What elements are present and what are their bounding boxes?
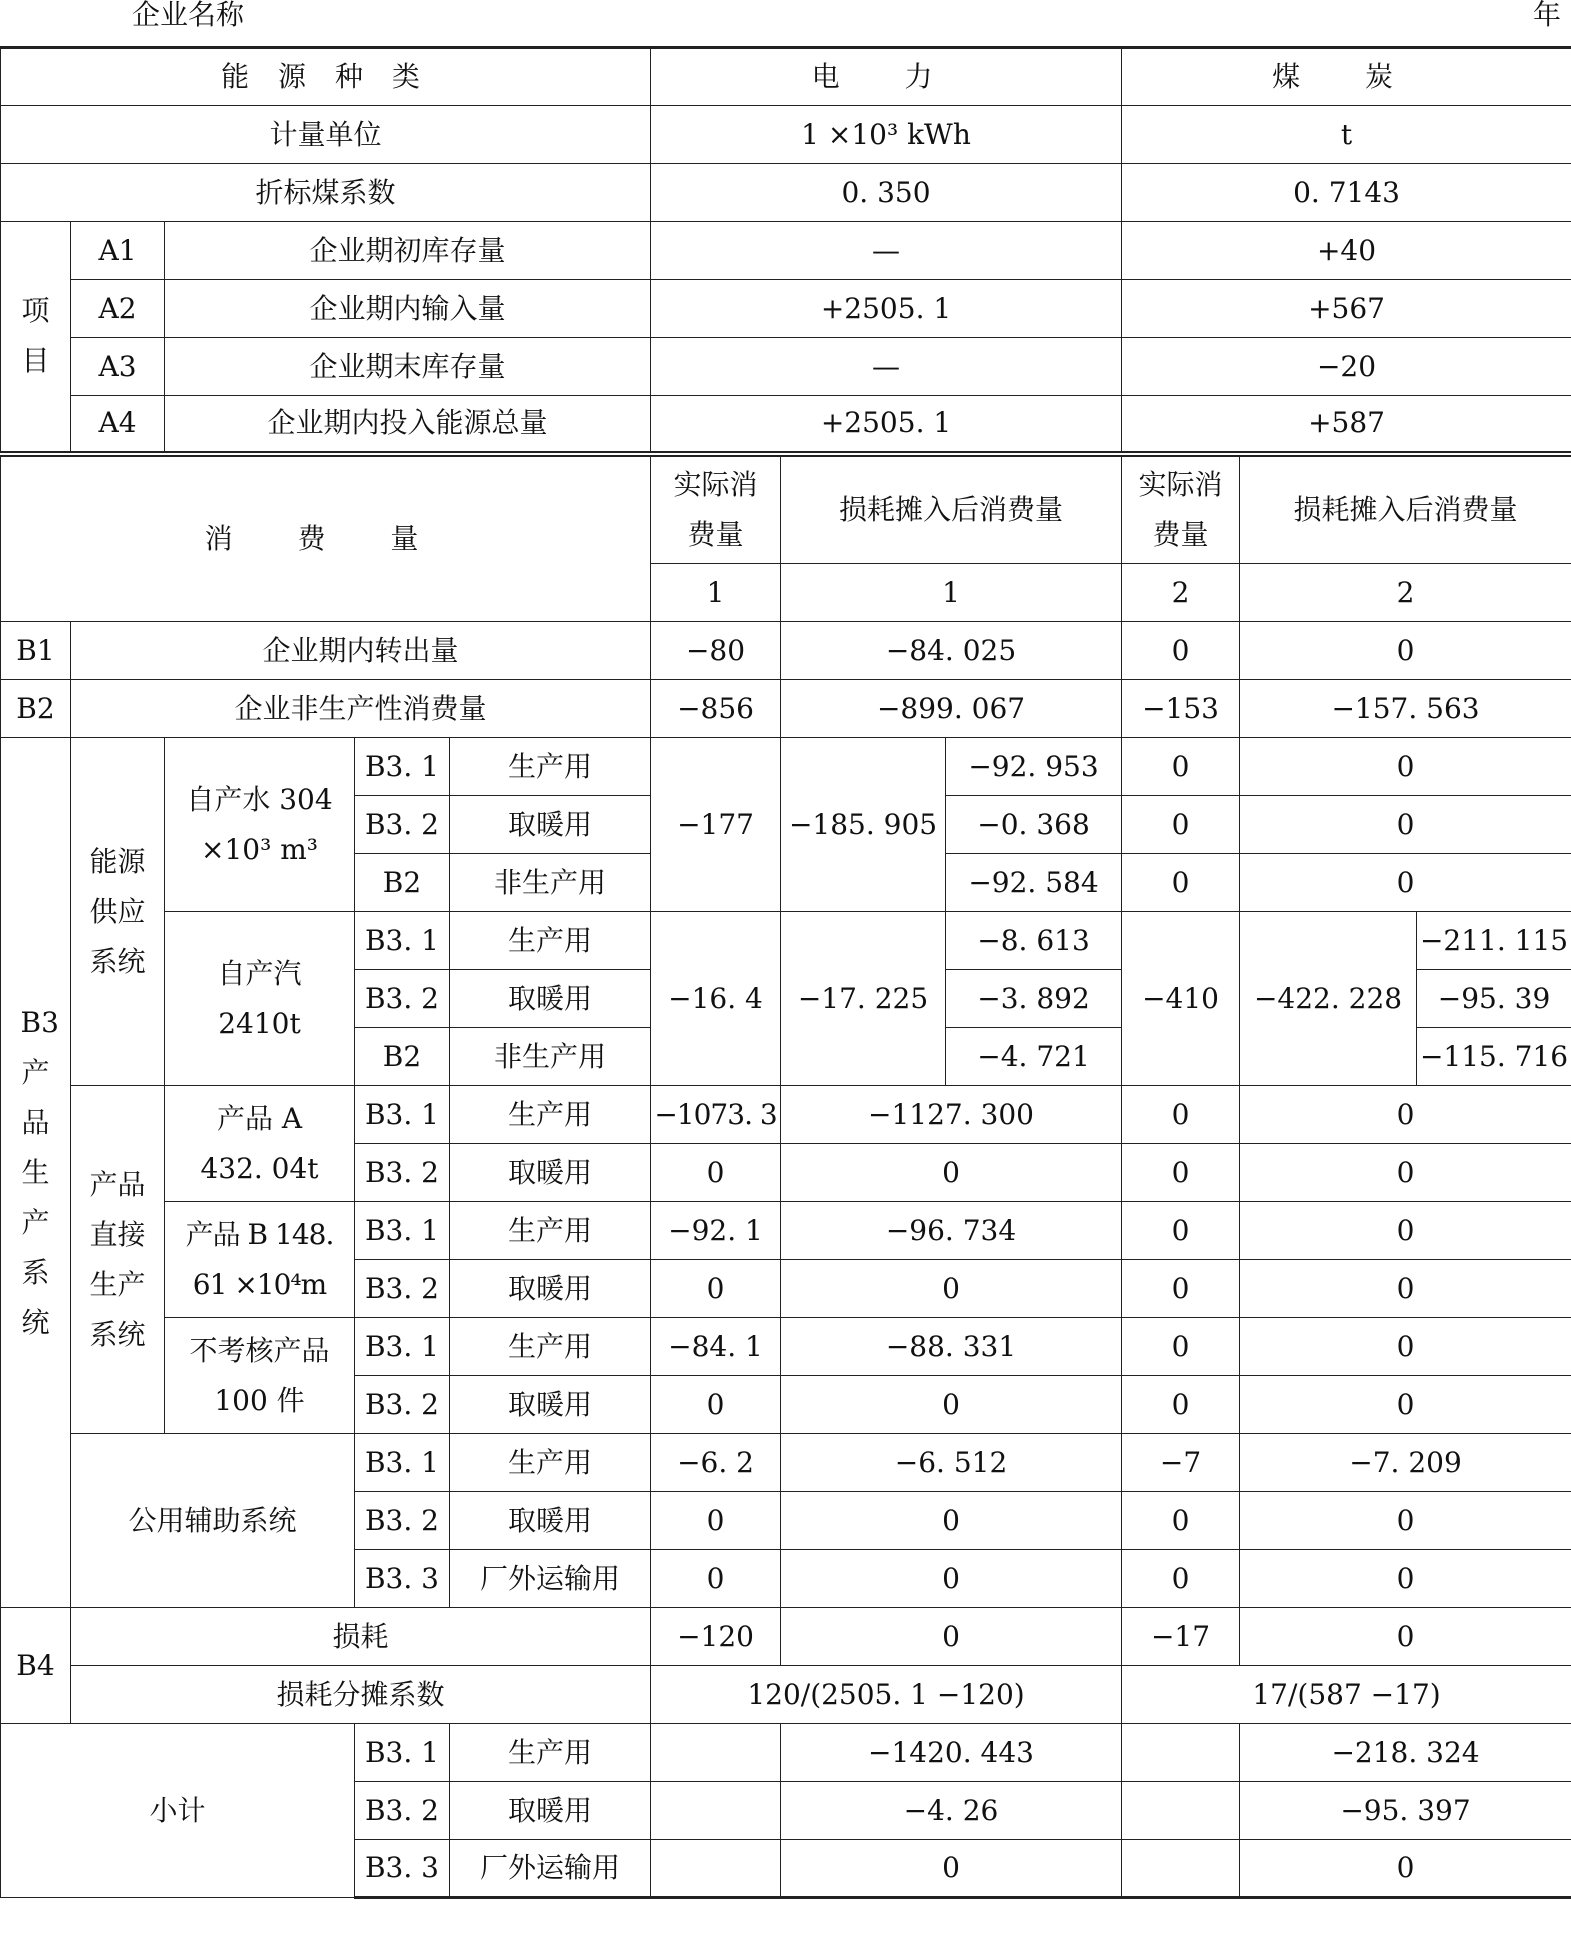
company-name-label: 企业名称 bbox=[132, 0, 245, 31]
subtotal-e-empty bbox=[651, 1782, 781, 1840]
coal-actual-num: 2 bbox=[1122, 564, 1240, 622]
direct-label bbox=[71, 1086, 165, 1434]
supply-label bbox=[71, 738, 165, 1086]
steam-use: 生产用 bbox=[450, 912, 651, 970]
product-c-act: 0 bbox=[1122, 1318, 1240, 1376]
b4-e-loss-alloc: 0 bbox=[781, 1608, 1122, 1666]
product-c-alloc: 0 bbox=[1240, 1376, 1571, 1434]
b4-c-coef: 17/(587 −17) bbox=[1122, 1666, 1571, 1724]
coal-actual-text: 实际消费量 bbox=[1138, 467, 1223, 551]
project-coal: +587 bbox=[1122, 396, 1571, 454]
project-elec: +2505. 1 bbox=[651, 280, 1122, 338]
steam-use: 非生产用 bbox=[450, 1028, 651, 1086]
aux-e-act: 0 bbox=[651, 1550, 781, 1608]
steam-name-text: 自产汽 2410t bbox=[217, 956, 302, 1040]
product-c-act: 0 bbox=[1122, 1260, 1240, 1318]
aux-e-alloc: −6. 512 bbox=[781, 1434, 1122, 1492]
subtotal-c-empty bbox=[1122, 1840, 1240, 1898]
project-code: A4 bbox=[71, 396, 165, 454]
steam-e-sub: −8. 613 bbox=[946, 912, 1122, 970]
product-e-act: −84. 1 bbox=[651, 1318, 781, 1376]
product-c-name-text: 不考核产品 100 件 bbox=[189, 1333, 330, 1417]
subtotal-c-empty bbox=[1122, 1724, 1240, 1782]
aux-code: B3. 2 bbox=[355, 1492, 450, 1550]
product-code: B3. 1 bbox=[355, 1086, 450, 1144]
water-name bbox=[165, 738, 355, 912]
subtotal-e: 0 bbox=[781, 1840, 1122, 1898]
unit-label: 计量单位 bbox=[1, 106, 651, 164]
coal-allocated-header: 损耗摊入后消费量 bbox=[1240, 454, 1571, 564]
b4-loss-row bbox=[1, 1608, 1571, 1666]
steam-e-sub: −3. 892 bbox=[946, 970, 1122, 1028]
elec-alloc-num: 1 bbox=[781, 564, 1122, 622]
steam-code: B3. 1 bbox=[355, 912, 450, 970]
product-b-name-text: 产品 B 148. 61 ×10⁴m bbox=[185, 1217, 334, 1301]
b2-e-act: −856 bbox=[651, 680, 781, 738]
subtotal-e: −1420. 443 bbox=[781, 1724, 1122, 1782]
subtotal-c: −218. 324 bbox=[1240, 1724, 1571, 1782]
b4-e-loss: −120 bbox=[651, 1608, 781, 1666]
b4-coef-row bbox=[1, 1666, 1571, 1724]
subtotal-c-empty bbox=[1122, 1782, 1240, 1840]
water-e-sub: −92. 584 bbox=[946, 854, 1122, 912]
product-c-alloc: 0 bbox=[1240, 1318, 1571, 1376]
electricity-label: 电 力 bbox=[651, 48, 1122, 106]
product-a-name bbox=[165, 1086, 355, 1202]
water-row bbox=[1, 738, 1571, 796]
aux-use: 厂外运输用 bbox=[450, 1550, 651, 1608]
elec-allocated-header: 损耗摊入后消费量 bbox=[781, 454, 1122, 564]
subtotal-c: 0 bbox=[1240, 1840, 1571, 1898]
product-e-act: 0 bbox=[651, 1260, 781, 1318]
elec-unit: 1 ×10³ kWh bbox=[651, 106, 1122, 164]
b1-c-alloc: 0 bbox=[1240, 622, 1571, 680]
subtotal-e: −4. 26 bbox=[781, 1782, 1122, 1840]
aux-e-alloc: 0 bbox=[781, 1492, 1122, 1550]
project-coal: +40 bbox=[1122, 222, 1571, 280]
water-c-alloc: 0 bbox=[1240, 738, 1571, 796]
b2-e-alloc: −899. 067 bbox=[781, 680, 1122, 738]
elec-actual-header bbox=[651, 454, 781, 564]
product-row bbox=[1, 1318, 1571, 1376]
coal-unit: t bbox=[1122, 106, 1571, 164]
supply-label-text: 能源供应系统 bbox=[89, 844, 146, 978]
steam-c-sub: −115. 716 bbox=[1417, 1028, 1571, 1086]
product-b-name bbox=[165, 1202, 355, 1318]
product-e-act: 0 bbox=[651, 1144, 781, 1202]
b2-c-act: −153 bbox=[1122, 680, 1240, 738]
subtotal-use: 生产用 bbox=[450, 1724, 651, 1782]
subtotal-code: B3. 3 bbox=[355, 1840, 450, 1898]
water-e-act: −177 bbox=[651, 738, 781, 912]
b4-e-coef: 120/(2505. 1 −120) bbox=[651, 1666, 1122, 1724]
subtotal-label: 小计 bbox=[1, 1724, 355, 1898]
steam-e-alloc: −17. 225 bbox=[781, 912, 946, 1086]
water-c-alloc: 0 bbox=[1240, 854, 1571, 912]
product-row bbox=[1, 1202, 1571, 1260]
product-a-name-text: 产品 A 432. 04t bbox=[200, 1101, 319, 1185]
subtotal-row bbox=[1, 1724, 1571, 1782]
aux-c-alloc: 0 bbox=[1240, 1492, 1571, 1550]
product-code: B3. 1 bbox=[355, 1202, 450, 1260]
product-code: B3. 2 bbox=[355, 1376, 450, 1434]
energy-type-row bbox=[1, 48, 1571, 106]
product-c-act: 0 bbox=[1122, 1086, 1240, 1144]
project-row bbox=[1, 338, 1571, 396]
factor-row bbox=[1, 164, 1571, 222]
b1-e-act: −80 bbox=[651, 622, 781, 680]
b3-label bbox=[1, 738, 71, 1608]
direct-label-text: 产品直接生产系统 bbox=[89, 1167, 146, 1351]
aux-c-act: 0 bbox=[1122, 1550, 1240, 1608]
product-use: 生产用 bbox=[450, 1086, 651, 1144]
subtotal-c: −95. 397 bbox=[1240, 1782, 1571, 1840]
coal-actual-header bbox=[1122, 454, 1240, 564]
product-c-alloc: 0 bbox=[1240, 1260, 1571, 1318]
project-name: 企业期末库存量 bbox=[165, 338, 651, 396]
project-elec: — bbox=[651, 222, 1122, 280]
steam-c-sub: −95. 39 bbox=[1417, 970, 1571, 1028]
steam-code: B3. 2 bbox=[355, 970, 450, 1028]
product-e-alloc: 0 bbox=[781, 1260, 1122, 1318]
product-e-alloc: 0 bbox=[781, 1144, 1122, 1202]
product-use: 取暖用 bbox=[450, 1144, 651, 1202]
product-use: 生产用 bbox=[450, 1318, 651, 1376]
project-name: 企业期初库存量 bbox=[165, 222, 651, 280]
steam-use: 取暖用 bbox=[450, 970, 651, 1028]
water-c-act: 0 bbox=[1122, 854, 1240, 912]
product-use: 取暖用 bbox=[450, 1260, 651, 1318]
water-e-alloc: −185. 905 bbox=[781, 738, 946, 912]
aux-e-alloc: 0 bbox=[781, 1550, 1122, 1608]
energy-type-label: 能 源 种 类 bbox=[1, 48, 651, 106]
aux-e-act: −6. 2 bbox=[651, 1434, 781, 1492]
b2-row bbox=[1, 680, 1571, 738]
steam-e-sub: −4. 721 bbox=[946, 1028, 1122, 1086]
project-code: A2 bbox=[71, 280, 165, 338]
project-code: A1 bbox=[71, 222, 165, 280]
steam-e-act: −16. 4 bbox=[651, 912, 781, 1086]
product-use: 生产用 bbox=[450, 1202, 651, 1260]
project-coal: +567 bbox=[1122, 280, 1571, 338]
coal-label: 煤 炭 bbox=[1122, 48, 1571, 106]
product-c-alloc: 0 bbox=[1240, 1144, 1571, 1202]
project-label bbox=[1, 222, 71, 454]
aux-row bbox=[1, 1434, 1571, 1492]
product-e-act: 0 bbox=[651, 1376, 781, 1434]
product-c-alloc: 0 bbox=[1240, 1086, 1571, 1144]
aux-c-act: −7 bbox=[1122, 1434, 1240, 1492]
elec-actual-num: 1 bbox=[651, 564, 781, 622]
b2-c-alloc: −157. 563 bbox=[1240, 680, 1571, 738]
page-header bbox=[0, 0, 1571, 46]
steam-c-alloc: −422. 228 bbox=[1240, 912, 1417, 1086]
water-e-sub: −92. 953 bbox=[946, 738, 1122, 796]
coal-factor: 0. 7143 bbox=[1122, 164, 1571, 222]
b4-c-loss-alloc: 0 bbox=[1240, 1608, 1571, 1666]
subtotal-code: B3. 2 bbox=[355, 1782, 450, 1840]
coal-alloc-num: 2 bbox=[1240, 564, 1571, 622]
project-name: 企业期内投入能源总量 bbox=[165, 396, 651, 454]
subtotal-e-empty bbox=[651, 1724, 781, 1782]
b1-code: B1 bbox=[1, 622, 71, 680]
product-e-alloc: 0 bbox=[781, 1376, 1122, 1434]
product-e-alloc: −1127. 300 bbox=[781, 1086, 1122, 1144]
product-code: B3. 2 bbox=[355, 1260, 450, 1318]
b2-name: 企业非生产性消费量 bbox=[71, 680, 651, 738]
steam-code: B2 bbox=[355, 1028, 450, 1086]
steam-c-sub: −211. 115 bbox=[1417, 912, 1571, 970]
aux-c-act: 0 bbox=[1122, 1492, 1240, 1550]
energy-balance-table bbox=[0, 46, 1571, 1899]
product-c-act: 0 bbox=[1122, 1202, 1240, 1260]
steam-row bbox=[1, 912, 1571, 970]
b3-label-text: B3产品生产系统 bbox=[20, 1005, 59, 1339]
aux-c-alloc: −7. 209 bbox=[1240, 1434, 1571, 1492]
aux-c-alloc: 0 bbox=[1240, 1550, 1571, 1608]
product-e-act: −92. 1 bbox=[651, 1202, 781, 1260]
aux-use: 取暖用 bbox=[450, 1492, 651, 1550]
b4-loss-label: 损耗 bbox=[71, 1608, 651, 1666]
product-c-alloc: 0 bbox=[1240, 1202, 1571, 1260]
product-e-act: −1073. 3 bbox=[651, 1086, 781, 1144]
project-label-text: 项目 bbox=[21, 294, 50, 378]
elec-factor: 0. 350 bbox=[651, 164, 1122, 222]
b2-code: B2 bbox=[1, 680, 71, 738]
project-row bbox=[1, 222, 1571, 280]
b4-code: B4 bbox=[1, 1608, 71, 1724]
water-c-act: 0 bbox=[1122, 738, 1240, 796]
b4-coef-label: 损耗分摊系数 bbox=[71, 1666, 651, 1724]
product-row bbox=[1, 1086, 1571, 1144]
consumption-header-row bbox=[1, 454, 1571, 564]
project-row bbox=[1, 280, 1571, 338]
b1-e-alloc: −84. 025 bbox=[781, 622, 1122, 680]
water-code: B3. 1 bbox=[355, 738, 450, 796]
product-code: B3. 2 bbox=[355, 1144, 450, 1202]
project-name: 企业期内输入量 bbox=[165, 280, 651, 338]
project-code: A3 bbox=[71, 338, 165, 396]
year-label: 年 bbox=[1532, 0, 1561, 31]
product-e-alloc: −96. 734 bbox=[781, 1202, 1122, 1260]
elec-actual-text: 实际消费量 bbox=[673, 467, 758, 551]
b1-c-act: 0 bbox=[1122, 622, 1240, 680]
product-use: 取暖用 bbox=[450, 1376, 651, 1434]
unit-row bbox=[1, 106, 1571, 164]
b1-row bbox=[1, 622, 1571, 680]
project-elec: — bbox=[651, 338, 1122, 396]
water-use: 生产用 bbox=[450, 738, 651, 796]
project-elec: +2505. 1 bbox=[651, 396, 1122, 454]
project-row bbox=[1, 396, 1571, 454]
aux-e-act: 0 bbox=[651, 1492, 781, 1550]
product-c-act: 0 bbox=[1122, 1144, 1240, 1202]
product-e-alloc: −88. 331 bbox=[781, 1318, 1122, 1376]
water-use: 取暖用 bbox=[450, 796, 651, 854]
consumption-label: 消 费 量 bbox=[1, 454, 651, 622]
product-code: B3. 1 bbox=[355, 1318, 450, 1376]
subtotal-use: 取暖用 bbox=[450, 1782, 651, 1840]
product-c-act: 0 bbox=[1122, 1376, 1240, 1434]
water-name-text: 自产水 304 ×10³ m³ bbox=[186, 782, 333, 866]
water-e-sub: −0. 368 bbox=[946, 796, 1122, 854]
subtotal-code: B3. 1 bbox=[355, 1724, 450, 1782]
factor-label: 折标煤系数 bbox=[1, 164, 651, 222]
aux-name: 公用辅助系统 bbox=[71, 1434, 355, 1608]
water-c-alloc: 0 bbox=[1240, 796, 1571, 854]
water-code: B3. 2 bbox=[355, 796, 450, 854]
b1-name: 企业期内转出量 bbox=[71, 622, 651, 680]
product-c-name bbox=[165, 1318, 355, 1434]
aux-use: 生产用 bbox=[450, 1434, 651, 1492]
subtotal-e-empty bbox=[651, 1840, 781, 1898]
water-code: B2 bbox=[355, 854, 450, 912]
aux-code: B3. 1 bbox=[355, 1434, 450, 1492]
aux-code: B3. 3 bbox=[355, 1550, 450, 1608]
project-coal: −20 bbox=[1122, 338, 1571, 396]
subtotal-use: 厂外运输用 bbox=[450, 1840, 651, 1898]
steam-name bbox=[165, 912, 355, 1086]
steam-c-act: −410 bbox=[1122, 912, 1240, 1086]
water-c-act: 0 bbox=[1122, 796, 1240, 854]
water-use: 非生产用 bbox=[450, 854, 651, 912]
b4-c-loss: −17 bbox=[1122, 1608, 1240, 1666]
